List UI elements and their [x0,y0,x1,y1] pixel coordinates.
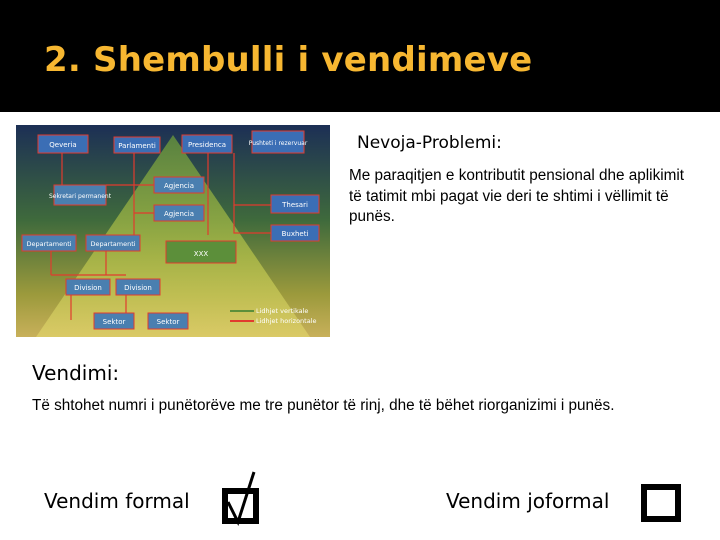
node-departamenti-2-label: Departamenti [90,240,136,248]
vendimi-text: Të shtohet numri i punëtorëve me tre punëtor të rinj, dhe të bëhet riorganizimi i punës. [32,397,615,414]
node-divizion-1-label: Division [74,284,102,292]
node-departamenti-1-label: Departamenti [26,240,72,248]
node-sektor-1-label: Sektor [102,318,126,326]
node-pushteti-label: Pushteti i rezervuar [248,140,308,147]
checkmark-icon [224,468,264,528]
vendim-formal-label: Vendim formal [44,489,190,513]
node-buxheti-label: Buxheti [281,230,309,238]
vendim-joformal-label: Vendim joformal [446,489,610,513]
node-agjencia-2-label: Agjencia [163,210,195,218]
nevoja-heading: Nevoja-Problemi: [357,133,502,153]
node-divizion-2-label: Division [124,284,152,292]
legend-vertical-label: Lidhjet vertikale [256,307,309,315]
org-chart-image [16,125,330,337]
vendim-joformal-checkbox[interactable] [641,484,681,522]
slide-title: 2. Shembulli i vendimeve [44,40,533,80]
node-agjencia-1-label: Agjencia [163,182,195,190]
title-bar [0,0,720,112]
node-xxx-label: XXX [193,250,209,258]
node-parlamenti-label: Parlamenti [118,142,156,150]
nevoja-text: Me paraqitjen e kontributit pensional dhe aplikimit të tatimit mbi pagat vie deri te shtimi i vëllimit të punës. [349,167,685,225]
node-qeveria-label: Qeveria [49,141,77,149]
vendimi-heading: Vendimi: [32,361,120,385]
node-sektor-2-label: Sektor [156,318,180,326]
node-presidenca-label: Presidenca [187,141,227,149]
node-thesari-label: Thesari [282,201,308,209]
node-sekretari-label: Sekretari permanent [48,193,112,200]
legend-horizontal-label: Lidhjet horizontale [256,317,317,325]
